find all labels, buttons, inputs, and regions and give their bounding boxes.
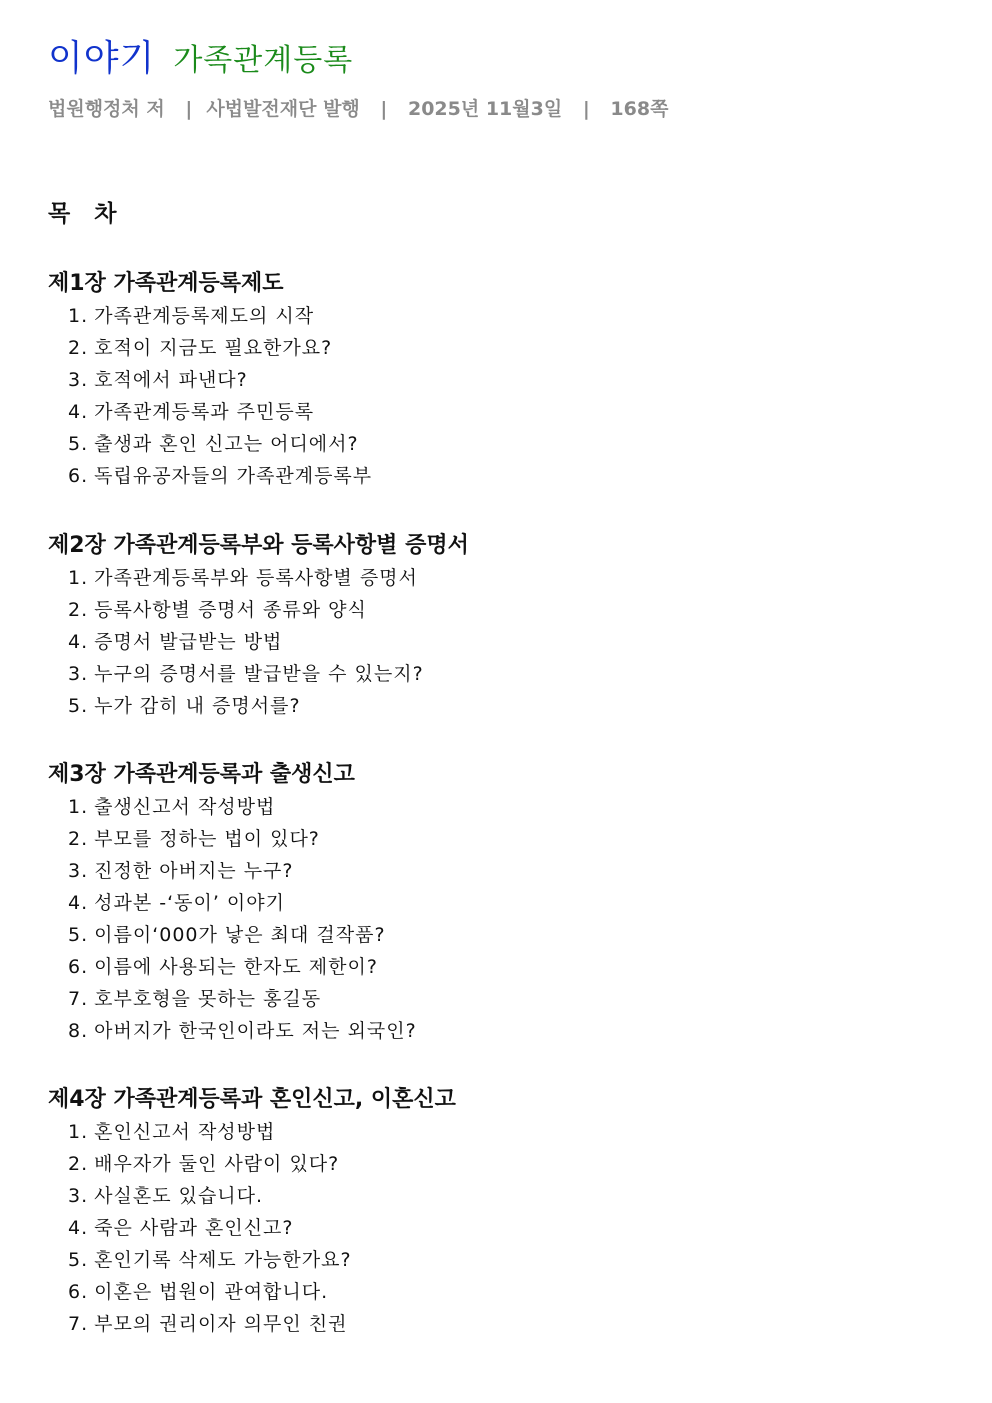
item-number: 2. (68, 337, 89, 359)
item-text: 가족관계등록과 주민등록 (94, 401, 315, 423)
item-number: 7. (68, 1313, 89, 1335)
toc-item (68, 1180, 456, 1212)
item-text: 이름이‘000가 낳은 최대 걸작품? (94, 924, 386, 946)
toc-item (68, 1308, 456, 1340)
toc-item (68, 1015, 417, 1047)
toc-item (68, 919, 417, 951)
toc-item (68, 690, 469, 722)
item-text: 진정한 아버지는 누구? (94, 860, 294, 882)
author: 법원행정처 저 (48, 98, 165, 120)
toc-item (68, 594, 469, 626)
item-number: 1. (68, 796, 89, 818)
item-number: 6. (68, 1281, 89, 1303)
item-number: 3. (68, 1185, 89, 1207)
item-text: 부모를 정하는 법이 있다? (94, 828, 320, 850)
page-count: 168쪽 (610, 98, 669, 120)
publication-info (48, 94, 668, 121)
toc-item (68, 428, 372, 460)
item-text: 독립유공자들의 가족관계등록부 (94, 465, 373, 487)
item-text: 혼인기록 삭제도 가능한가요? (94, 1249, 352, 1271)
item-number: 5. (68, 433, 89, 455)
item-text: 혼인신고서 작성방법 (94, 1121, 276, 1143)
item-number: 6. (68, 465, 89, 487)
chapter-items (48, 791, 417, 1047)
item-number: 5. (68, 695, 89, 717)
separator: | (185, 98, 193, 120)
toc-item (68, 887, 417, 919)
item-number: 2. (68, 828, 89, 850)
item-number: 4. (68, 401, 89, 423)
item-number: 1. (68, 305, 89, 327)
item-number: 4. (68, 892, 89, 914)
chapter-items (48, 562, 469, 722)
item-text: 부모의 권리이자 의무인 친권 (94, 1313, 348, 1335)
item-text: 호적에서 파낸다? (94, 369, 248, 391)
toc-item (68, 983, 417, 1015)
item-number: 1. (68, 567, 89, 589)
item-text: 호적이 지금도 필요한가요? (94, 337, 333, 359)
book-title: 가족관계등록 (173, 43, 354, 78)
item-text: 가족관계등록제도의 시작 (94, 305, 315, 327)
publication-date: 2025년 11월3일 (407, 98, 563, 120)
series-name: 이야기 (48, 38, 156, 79)
toc-item (68, 1276, 456, 1308)
item-number: 4. (68, 631, 89, 653)
toc-item (68, 1244, 456, 1276)
chapter-4 (48, 1084, 456, 1340)
toc-item (68, 300, 372, 332)
toc-item (68, 1148, 456, 1180)
toc-heading: 목 차 (48, 201, 125, 227)
toc-item (68, 791, 417, 823)
toc-item (68, 1116, 456, 1148)
toc-item (68, 855, 417, 887)
toc-item (68, 951, 417, 983)
item-number: 6. (68, 956, 89, 978)
publisher: 사법발전재단 발행 (206, 98, 360, 120)
separator: | (380, 98, 388, 120)
chapter-2 (48, 530, 469, 722)
item-text: 이름에 사용되는 한자도 제한이? (94, 956, 378, 978)
item-text: 등록사항별 증명서 종류와 양식 (94, 599, 367, 621)
chapter-title: 제3장 가족관계등록과 출생신고 (48, 762, 355, 787)
chapter-3 (48, 759, 417, 1047)
chapter-title: 제4장 가족관계등록과 혼인신고, 이혼신고 (48, 1087, 456, 1112)
item-number: 3. (68, 663, 89, 685)
toc-item (68, 823, 417, 855)
item-number: 4. (68, 1217, 89, 1239)
item-text: 성과본 -‘동이’ 이야기 (94, 892, 285, 914)
item-text: 호부호형을 못하는 홍길동 (94, 988, 322, 1010)
toc-item (68, 332, 372, 364)
item-text: 가족관계등록부와 등록사항별 증명서 (94, 567, 418, 589)
page-title (48, 30, 353, 81)
item-number: 3. (68, 369, 89, 391)
toc-item (68, 396, 372, 428)
item-number: 3. (68, 860, 89, 882)
item-text: 아버지가 한국인이라도 저는 외국인? (94, 1020, 417, 1042)
item-number: 5. (68, 924, 89, 946)
toc-item (68, 658, 469, 690)
chapter-items (48, 1116, 456, 1340)
item-text: 출생과 혼인 신고는 어디에서? (94, 433, 359, 455)
chapter-title: 제1장 가족관계등록제도 (48, 271, 284, 296)
item-number: 7. (68, 988, 89, 1010)
toc-item (68, 626, 469, 658)
chapter-items (48, 300, 372, 492)
item-text: 증명서 발급받는 방법 (94, 631, 283, 653)
item-text: 누구의 증명서를 발급받을 수 있는지? (94, 663, 424, 685)
item-text: 죽은 사람과 혼인신고? (94, 1217, 294, 1239)
toc-item (68, 562, 469, 594)
item-number: 2. (68, 599, 89, 621)
item-text: 이혼은 법원이 관여합니다. (94, 1281, 329, 1303)
item-number: 5. (68, 1249, 89, 1271)
item-number: 2. (68, 1153, 89, 1175)
separator: | (582, 98, 590, 120)
toc-item (68, 1212, 456, 1244)
item-text: 출생신고서 작성방법 (94, 796, 276, 818)
chapter-title: 제2장 가족관계등록부와 등록사항별 증명서 (48, 533, 469, 558)
item-number: 8. (68, 1020, 89, 1042)
toc-item (68, 460, 372, 492)
chapter-1 (48, 268, 372, 492)
item-text: 배우자가 둘인 사람이 있다? (94, 1153, 340, 1175)
item-number: 1. (68, 1121, 89, 1143)
item-text: 사실혼도 있습니다. (94, 1185, 264, 1207)
toc-item (68, 364, 372, 396)
item-text: 누가 감히 내 증명서를? (94, 695, 301, 717)
